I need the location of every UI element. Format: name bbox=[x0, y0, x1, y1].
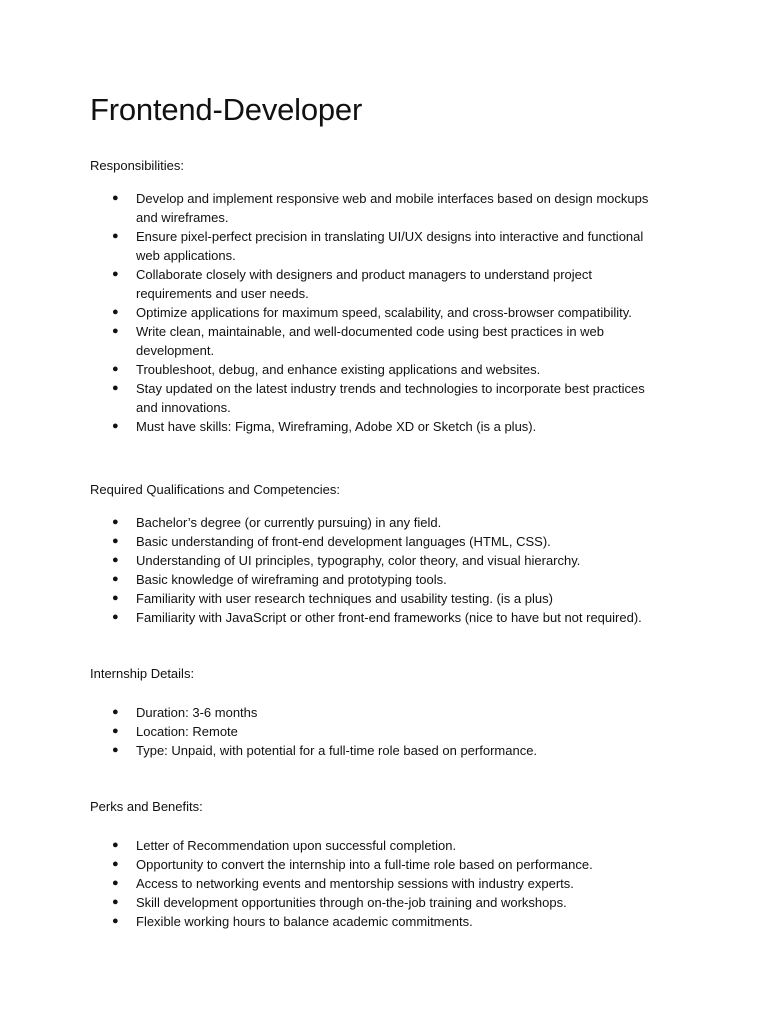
list-item: ● Troubleshoot, debug, and enhance existing applications and websites. bbox=[112, 362, 541, 377]
bullet-icon: ● bbox=[112, 306, 119, 318]
page-title: Frontend-Developer bbox=[90, 92, 363, 127]
bullet-icon: ● bbox=[112, 611, 119, 623]
bullet-icon: ● bbox=[112, 382, 119, 394]
list-item: ● Access to networking events and mentorship sessions with industry experts. bbox=[112, 876, 574, 891]
bullet-icon: ● bbox=[112, 192, 119, 204]
list-item: ● Optimize applications for maximum speed, scalability, and cross-browser compatibility. bbox=[112, 305, 632, 320]
list-item: ● Basic understanding of front-end development languages (HTML, CSS). bbox=[112, 534, 551, 549]
bullet-icon: ● bbox=[112, 325, 119, 337]
qualifications-list bbox=[0, 513, 700, 627]
list-item: ● Develop and implement responsive web and mobile interfaces based on design mockups and wireframes. bbox=[112, 191, 649, 225]
section-heading-perks: Perks and Benefits: bbox=[90, 799, 203, 814]
bullet-icon: ● bbox=[112, 858, 119, 870]
bullet-icon: ● bbox=[112, 915, 119, 927]
bullet-icon: ● bbox=[112, 516, 119, 528]
bullet-icon: ● bbox=[112, 744, 119, 756]
bullet-icon: ● bbox=[112, 420, 119, 432]
list-item: ● Must have skills: Figma, Wireframing, Adobe XD or Sketch (is a plus). bbox=[112, 419, 537, 434]
list-item: ● Opportunity to convert the internship into a full-time role based on performance. bbox=[112, 857, 593, 872]
bullet-icon: ● bbox=[112, 573, 119, 585]
list-item: ● Skill development opportunities through on-the-job training and workshops. bbox=[112, 895, 567, 910]
section-heading-internship-details: Internship Details: bbox=[90, 666, 195, 681]
section-heading-qualifications: Required Qualifications and Competencies: bbox=[90, 482, 341, 497]
list-item: ● Location: Remote bbox=[112, 724, 238, 739]
list-item: ● Collaborate closely with designers and product managers to understand project requirements and user needs. bbox=[112, 267, 592, 301]
list-item: ● Stay updated on the latest industry trends and technologies to incorporate best practices and innovations. bbox=[112, 381, 645, 415]
list-item: ● Ensure pixel-perfect precision in translating UI/UX designs into interactive and functional web applications. bbox=[112, 229, 644, 263]
bullet-icon: ● bbox=[112, 877, 119, 889]
list-item: ● Write clean, maintainable, and well-documented code using best practices in web development. bbox=[112, 324, 605, 358]
bullet-icon: ● bbox=[112, 230, 119, 242]
list-item: ● Letter of Recommendation upon successful completion. bbox=[112, 838, 457, 853]
bullet-icon: ● bbox=[112, 896, 119, 908]
bullet-icon: ● bbox=[112, 725, 119, 737]
responsibilities-list bbox=[0, 189, 700, 436]
list-item: ● Basic knowledge of wireframing and prototyping tools. bbox=[112, 572, 447, 587]
bullet-icon: ● bbox=[112, 268, 119, 280]
list-item: ● Flexible working hours to balance academic commitments. bbox=[112, 914, 473, 929]
list-item: ● Type: Unpaid, with potential for a full-time role based on performance. bbox=[112, 743, 538, 758]
bullet-icon: ● bbox=[112, 839, 119, 851]
list-item: ● Understanding of UI principles, typography, color theory, and visual hierarchy. bbox=[112, 553, 581, 568]
internship-details-list bbox=[0, 703, 700, 760]
bullet-icon: ● bbox=[112, 535, 119, 547]
bullet-icon: ● bbox=[112, 706, 119, 718]
bullet-icon: ● bbox=[112, 363, 119, 375]
list-item: ● Familiarity with JavaScript or other front-end frameworks (nice to have but not required). bbox=[112, 610, 642, 625]
section-heading-responsibilities: Responsibilities: bbox=[90, 158, 184, 173]
list-item: ● Familiarity with user research techniques and usability testing. (is a plus) bbox=[112, 591, 553, 606]
list-item: ● Duration: 3-6 months bbox=[112, 705, 258, 720]
bullet-icon: ● bbox=[112, 554, 119, 566]
list-item: ● Bachelor’s degree (or currently pursuing) in any field. bbox=[112, 515, 442, 530]
bullet-icon: ● bbox=[112, 592, 119, 604]
perks-list bbox=[0, 836, 700, 931]
